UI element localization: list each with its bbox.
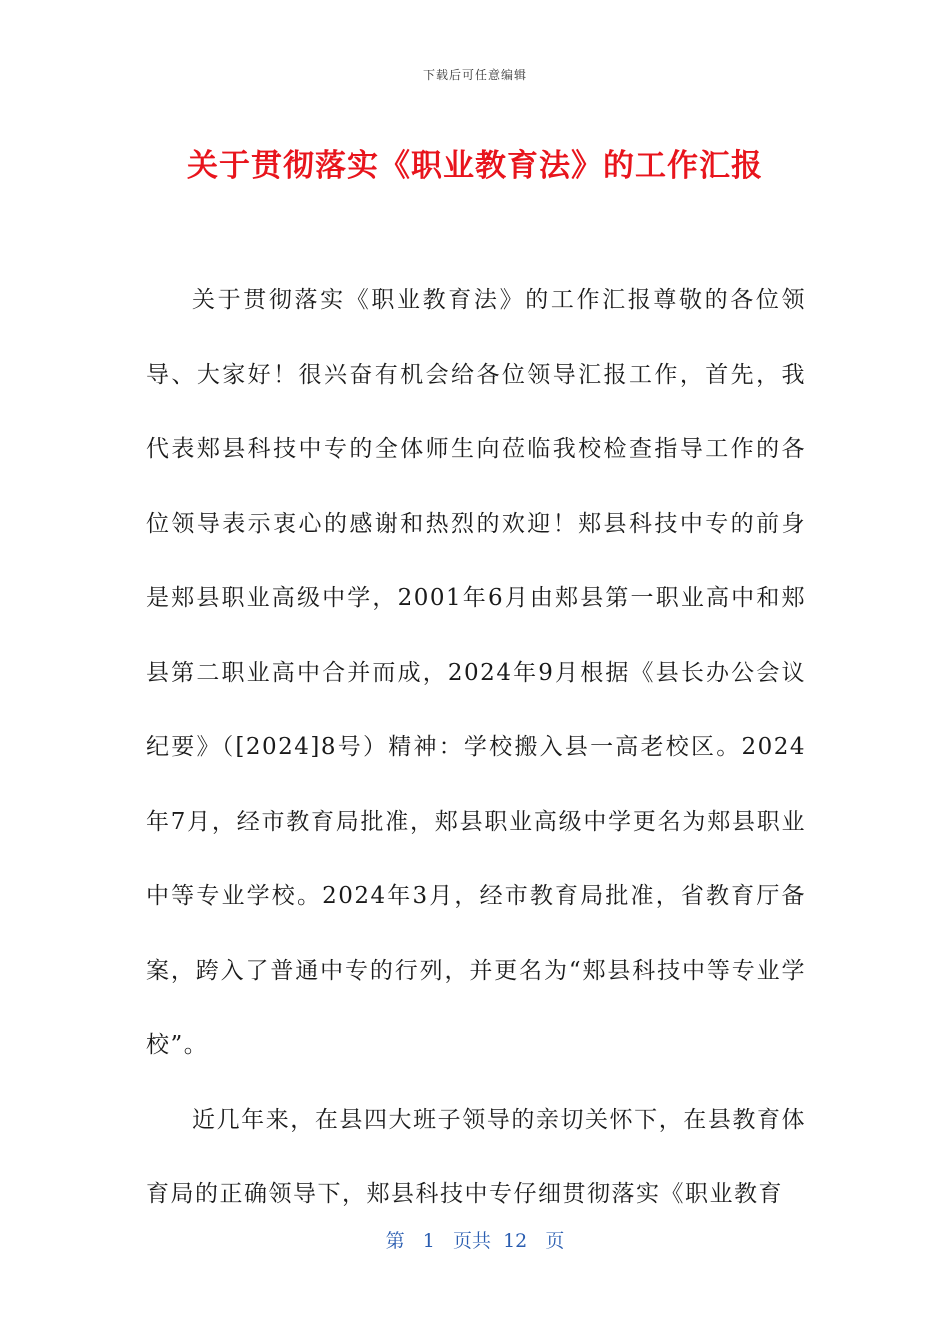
page-label-prefix: 第 [385,1230,405,1252]
page-label-middle: 页共 [452,1230,491,1252]
download-note: 下载后可任意编辑 [422,68,527,82]
page-total: 12 [503,1230,528,1252]
paragraph: 近几年来，在县四大班子领导的亲切关怀下，在县教育体育局的正确领导下，郏县科技中专仔细贯彻落实《职业教育 [146,1106,806,1207]
document-title: 关于贯彻落实《职业教育法》的工作汇报 [187,148,763,184]
page-number-footer [0,1226,950,1253]
page-current: 1 [422,1230,435,1252]
page-label-suffix: 页 [545,1230,565,1252]
paragraph: 关于贯彻落实《职业教育法》的工作汇报尊敬的各位领导、大家好！很兴奋有机会给各位领导汇报工作，首先，我代表郏县科技中专的全体师生向莅临我校检查指导工作的各位领导表示衷心的感谢和热烈的欢迎！郏县科技中专的前身是郏县职业高级中学，2001年6月由郏县第一职业高中和郏县第二职业高中合并而成，2024年9月根据《县长办公会议纪要》（[2024]8号）精神：学校搬入县一高老校区。2024年7月，经市教育局批准，郏县职业高级中学更名为郏县职业中等专业学校。2024年3月，经市教育局批准，省教育厅备案，跨入了普通中专的行列，并更名为“郏县科技中等专业学校”。 [146,287,806,1058]
document-body [146,263,806,1232]
